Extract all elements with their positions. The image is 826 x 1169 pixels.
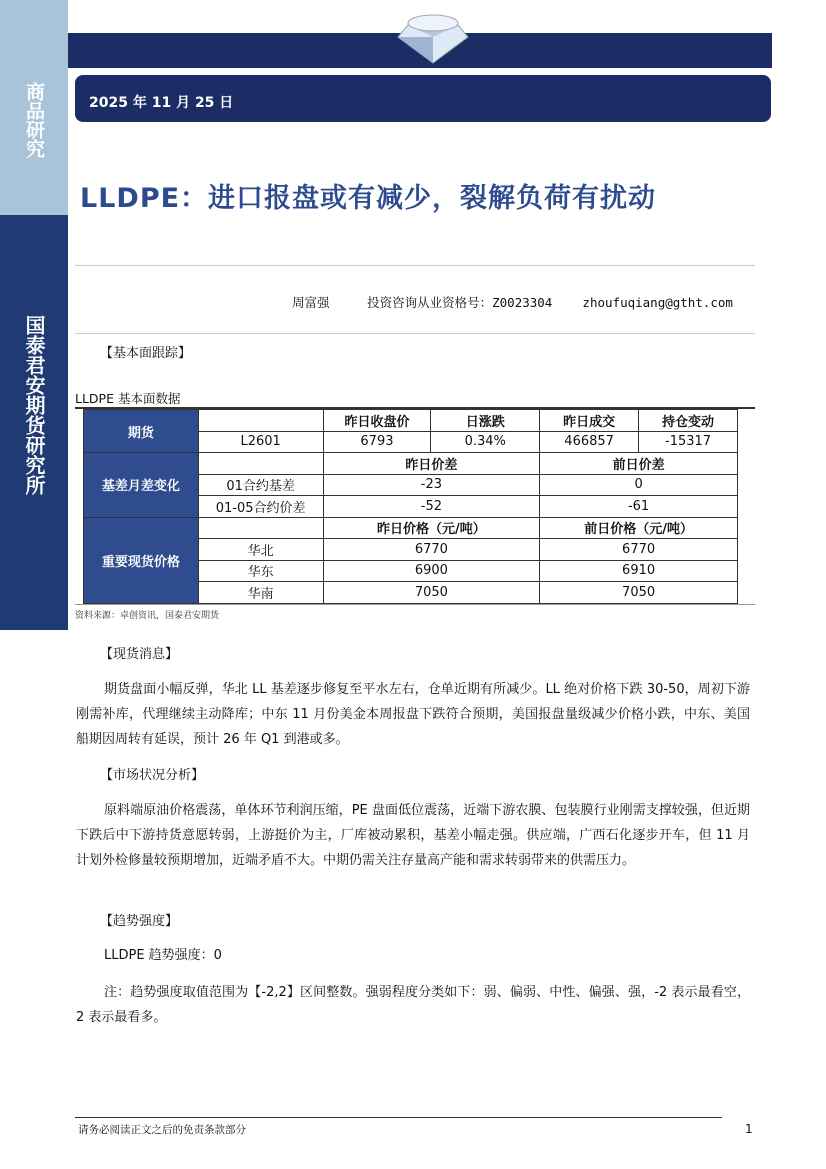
row-group-label: 期货: [84, 410, 199, 453]
table-row: [84, 453, 738, 475]
table-cell: 7050: [540, 582, 738, 604]
diamond-logo-icon: [388, 5, 478, 65]
paragraph-spot: 期货盘面小幅反弹，华北 LL 基差逐步修复至平水左右，仓单近期有所减少。LL 绝对价格下跌 30-50，周初下游刚需补库，代理继续主动降库；中东 11 月份美金本周报盘下跌符合预期，美国报盘量级减少价格小跌，中东、美国船期因周转有延误，预计 26 年 Q1 到港或多。: [76, 682, 750, 747]
table-cell: 466857: [540, 431, 639, 453]
table-cell: -15317: [639, 431, 738, 453]
section-heading-fundamental: 【基本面跟踪】: [100, 346, 192, 361]
table-cell: -23: [323, 474, 540, 496]
column-header: 昨日成交: [540, 410, 639, 432]
section-heading-market: 【市场状况分析】: [100, 768, 205, 783]
table-cell: 6900: [323, 560, 540, 582]
sidebar-category-label: 商品研究: [23, 82, 45, 158]
trend-note: 注：趋势强度取值范围为【-2,2】区间整数。强弱程度分类如下：弱、偏弱、中性、偏强、强，-2 表示最看空，2 表示最看多。: [76, 985, 750, 1025]
column-header: 昨日收盘价: [323, 410, 431, 432]
table-cell: 6910: [540, 560, 738, 582]
table-cell: 华北: [198, 539, 323, 561]
table-cell: 7050: [323, 582, 540, 604]
row-group-label: 重要现货价格: [84, 517, 199, 603]
table-cell: 01合约基差: [198, 474, 323, 496]
fundamental-table: [83, 409, 738, 604]
author-line: 周富强 投资咨询从业资格号：Z0023304 zhoufuqiang@gtht.com: [292, 295, 733, 310]
table-row: [84, 517, 738, 539]
column-header: 昨日价格（元/吨）: [323, 517, 540, 539]
divider: [75, 333, 755, 334]
section-heading-spot: 【现货消息】: [100, 647, 179, 662]
date-banner: 2025 年 11 月 25 日: [75, 75, 771, 122]
table-row: [84, 410, 738, 432]
column-header: 前日价差: [540, 453, 738, 475]
table-cell: 华南: [198, 582, 323, 604]
paragraph-market: 原料端原油价格震荡，单体环节利润压缩，PE 盘面低位震荡，近端下游农膜、包装膜行业刚需支撑较强，但近期下跌后中下游持货意愿转弱，上游挺价为主，厂库被动累积，基差小幅走强。供应端，广西石化逐步开车，但 11 月计划外检修量较预期增加，近端矛盾不大。中期仍需关注存量高产能和需求转弱带来的供需压力。: [76, 803, 750, 868]
table-cell: -52: [323, 496, 540, 518]
table-cell: 华东: [198, 560, 323, 582]
sidebar-institute-label: 国泰君安期货研究所: [22, 315, 46, 495]
footer-divider: [75, 1117, 722, 1118]
column-header: 前日价格（元/吨）: [540, 517, 738, 539]
column-header: 持仓变动: [639, 410, 738, 432]
section-heading-trend: 【趋势强度】: [100, 914, 179, 929]
column-header: 日涨跌: [431, 410, 540, 432]
trend-strength: LLDPE 趋势强度：0: [104, 948, 222, 963]
table-caption: LLDPE 基本面数据: [75, 391, 181, 406]
table-cell: -61: [540, 496, 738, 518]
column-header: 昨日价差: [323, 453, 540, 475]
footer-disclaimer: 请务必阅读正文之后的免责条款部分: [78, 1124, 246, 1136]
table-cell: 6770: [540, 539, 738, 561]
sidebar-bottom: [0, 215, 68, 630]
header-bar: [68, 33, 772, 68]
divider: [75, 265, 755, 266]
sidebar-top: [0, 0, 68, 215]
report-title: LLDPE：进口报盘或有减少，裂解负荷有扰动: [80, 183, 657, 214]
page-number: 1: [745, 1122, 753, 1136]
table-bottom-rule: [75, 604, 755, 605]
table-cell: 6793: [323, 431, 431, 453]
data-source: 资料来源：卓创资讯，国泰君安期货: [75, 611, 220, 621]
table-cell: 01-05合约价差: [198, 496, 323, 518]
row-group-label: 基差月差变化: [84, 453, 199, 518]
table-cell: 0.34%: [431, 431, 540, 453]
table-cell: 6770: [323, 539, 540, 561]
table-cell: L2601: [198, 431, 323, 453]
table-cell: 0: [540, 474, 738, 496]
